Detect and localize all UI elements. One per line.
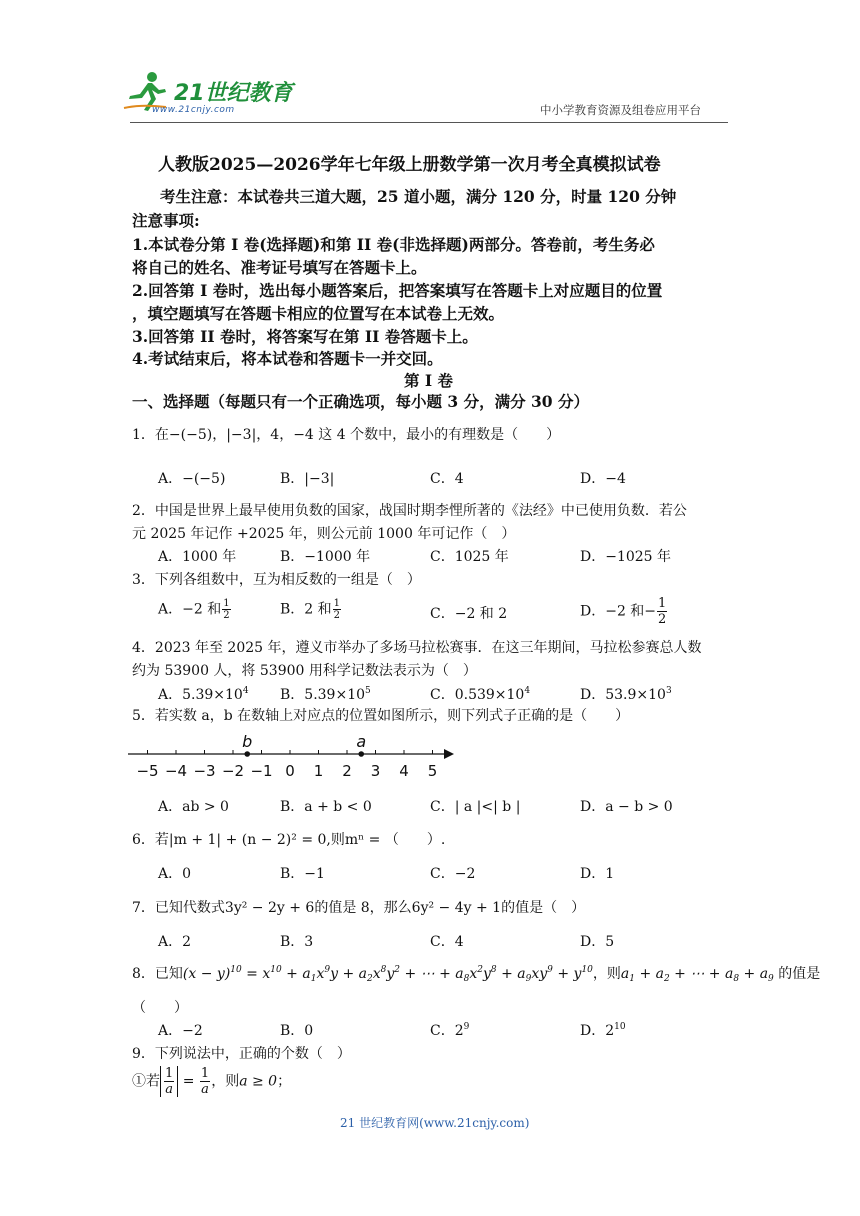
fraction bbox=[222, 598, 230, 621]
option-text: B．5.39×10 bbox=[280, 687, 366, 703]
question-2: 2．中国是世界上最早使用负数的国家，战国时期李悝所著的《法经》中已使用负数．若公 bbox=[132, 503, 687, 519]
q8-option-b bbox=[280, 1020, 313, 1040]
fraction bbox=[333, 598, 341, 621]
tick-label: −1 bbox=[250, 762, 273, 780]
q7-option-d: D．5 bbox=[580, 934, 615, 950]
note-line: 1.本试卷分第 I 卷(选择题)和第 II 卷(非选择题)两部分。答卷前，考生务必 bbox=[132, 235, 655, 254]
option-text: C．2 bbox=[430, 1023, 464, 1039]
fraction bbox=[164, 1066, 174, 1097]
question-7: 7．已知代数式3y² − 2y + 6的值是 8，那么6y² − 4y + 1的值是（ ） bbox=[132, 900, 586, 916]
question-5: 5．若实数 a，b 在数轴上对应点的位置如图所示，则下列式子正确的是（ ） bbox=[132, 708, 630, 724]
exponent: 5 bbox=[365, 686, 371, 696]
q3-option-b bbox=[280, 598, 342, 621]
denominator: 2 bbox=[658, 612, 667, 627]
q1-option-a: A．−(−5) bbox=[158, 471, 226, 487]
q7-option-b: B．3 bbox=[280, 934, 314, 950]
q6-option-c: C．−2 bbox=[430, 866, 476, 882]
logo-text: 21世纪教育 bbox=[174, 81, 293, 106]
tick-label: 5 bbox=[427, 762, 438, 780]
q1-option-d: D．−4 bbox=[580, 471, 626, 487]
header-platform-text: 中小学教育资源及组卷应用平台 bbox=[540, 103, 701, 117]
tick-label: 0 bbox=[285, 762, 295, 780]
header-divider bbox=[130, 122, 728, 123]
denominator: 2 bbox=[333, 610, 341, 621]
q6-option-b: B．−1 bbox=[280, 866, 325, 882]
q5-option-b: B．a + b < 0 bbox=[280, 799, 372, 815]
page-title: 人教版2025—2026学年七年级上册数学第一次月考全真模拟试卷 bbox=[158, 155, 661, 175]
option-text: A．−2 bbox=[158, 1023, 203, 1039]
numerator: 1 bbox=[200, 1066, 210, 1081]
denominator: a bbox=[201, 1082, 209, 1097]
note-line: 3.回答第 II 卷时，将答案写在第 II 卷答题卡上。 bbox=[132, 327, 478, 346]
notes-heading: 注意事项: bbox=[132, 211, 200, 230]
tick-label: −3 bbox=[193, 762, 216, 780]
notice-line: 考生注意：本试卷共三道大题，25 道小题，满分 120 分，时量 120 分钟 bbox=[160, 187, 677, 206]
q4-option-d bbox=[580, 684, 672, 704]
q1-sep: ， bbox=[212, 427, 227, 443]
q5-option-a: A．ab > 0 bbox=[158, 799, 229, 815]
q1-stem: ，4，−4 这 4 个数中，最小的有理数是（ ） bbox=[256, 427, 561, 443]
question-9: 9．下列说法中，正确的个数（ ） bbox=[132, 1046, 351, 1062]
tick-label: −2 bbox=[221, 762, 245, 780]
option-text: A．5.39×10 bbox=[158, 687, 243, 703]
denominator: a bbox=[165, 1082, 174, 1097]
exponent: 3 bbox=[665, 686, 672, 696]
q8-stem: ，则 bbox=[592, 966, 621, 982]
note-line: 将自己的姓名、准考证号填写在答题卡上。 bbox=[132, 258, 427, 277]
q4-option-c bbox=[430, 684, 530, 704]
q3-option-a bbox=[158, 598, 232, 621]
q9-condition: a ≥ 0 bbox=[239, 1073, 278, 1090]
numerator: 1 bbox=[658, 596, 667, 611]
numerator: 1 bbox=[165, 1066, 174, 1081]
option-text: B．0 bbox=[280, 1023, 314, 1039]
footer-link[interactable]: 21 世纪教育网(www.21cnjy.com) bbox=[340, 1116, 530, 1130]
fraction bbox=[657, 596, 667, 627]
q1-expr: −(−5) bbox=[168, 427, 213, 443]
q1-expr: |−3| bbox=[226, 427, 257, 443]
point-label: b bbox=[242, 732, 253, 751]
q5-option-d: D．a − b > 0 bbox=[580, 799, 673, 815]
question-6: 6．若|m + 1| + (n − 2)² = 0,则mⁿ = （ ）. bbox=[132, 832, 446, 848]
denominator: 2 bbox=[223, 610, 230, 621]
arrow-right-icon bbox=[444, 749, 454, 759]
point-b bbox=[244, 751, 250, 757]
tick-label: 1 bbox=[313, 762, 324, 780]
q6-option-d: D．1 bbox=[580, 866, 615, 882]
option-text: C．0.539×10 bbox=[430, 687, 525, 703]
exponent: 4 bbox=[524, 686, 531, 696]
q2-option-d: D．−1025 年 bbox=[580, 549, 672, 565]
q2-option-b: B．−1000 年 bbox=[280, 549, 371, 565]
tick-label: 2 bbox=[342, 762, 352, 780]
q7-option-a: A．2 bbox=[158, 934, 192, 950]
option-text: B．2 和 bbox=[280, 601, 332, 618]
q9-item-text: ，则 bbox=[211, 1073, 240, 1090]
question-3: 3．下列各组数中，互为相反数的一组是（ ） bbox=[132, 572, 421, 588]
exponent: 10 bbox=[614, 1022, 626, 1032]
q3-option-d bbox=[580, 596, 668, 627]
q4-option-b bbox=[280, 684, 371, 704]
q1-option-b: B．|−3| bbox=[280, 471, 335, 487]
q8-paren: （ ） bbox=[132, 1000, 188, 1016]
question-8 bbox=[132, 963, 820, 983]
q1-option-c: C．4 bbox=[430, 471, 464, 487]
logo-url: www.21cnjy.com bbox=[152, 105, 235, 115]
q9-item-text: ①若 bbox=[132, 1073, 160, 1090]
numerator: 1 bbox=[223, 598, 230, 609]
note-line: ，填空题填写在答题卡相应的位置写在本试卷上无效。 bbox=[132, 304, 505, 323]
tick-label: 3 bbox=[370, 762, 381, 780]
question-1 bbox=[132, 424, 560, 444]
tick-label: 4 bbox=[399, 762, 409, 780]
q2-option-a: A．1000 年 bbox=[158, 549, 237, 565]
question-4-cont: 约为 53900 人，将 53900 用科学记数法表示为（ ） bbox=[132, 663, 477, 679]
note-line: 4.考试结束后，将本试卷和答题卡一并交回。 bbox=[132, 349, 443, 368]
q8-equation: $(x - y)^{10} = x^{10} + a_1x^9y + a_2x^8y^2$ + ⋯ + $a_8x^2y^8 + a_9xy^9 + y^{10}$ bbox=[182, 965, 593, 984]
q4-option-a bbox=[158, 684, 249, 704]
q9-item-text: ； bbox=[277, 1073, 292, 1090]
q6-option-a: A．0 bbox=[158, 866, 192, 882]
q1-stem: 1．在 bbox=[132, 427, 169, 443]
volume-label: 第 I 卷 bbox=[404, 371, 454, 390]
numerator: 1 bbox=[333, 598, 341, 609]
number-line bbox=[126, 730, 456, 782]
q5-option-c: C．| a |<| b | bbox=[430, 799, 521, 815]
logo bbox=[122, 70, 292, 118]
tick-label: −4 bbox=[164, 762, 188, 780]
note-line: 2.回答第 I 卷时，选出每小题答案后，把答案填写在答题卡上对应题目的位置 bbox=[132, 281, 663, 300]
q7-option-c: C．4 bbox=[430, 934, 464, 950]
q2-option-c: C．1025 年 bbox=[430, 549, 509, 565]
point-a bbox=[358, 751, 364, 757]
question-4: 4．2023 年至 2025 年，遵义市举办了多场马拉松赛事．在这三年期间，马拉松参赛总人数 bbox=[132, 640, 702, 656]
q8-stem: 8．已知 bbox=[132, 966, 183, 982]
exponent: 4 bbox=[242, 686, 249, 696]
option-text: A．−2 和 bbox=[158, 601, 222, 618]
abs-fraction bbox=[160, 1066, 178, 1097]
q3-option-c: C．−2 和 2 bbox=[430, 606, 508, 622]
question-2-cont: 元 2025 年记作 +2025 年，则公元前 1000 年可记作（ ） bbox=[132, 526, 516, 542]
option-text: D．53.9×10 bbox=[580, 687, 666, 703]
tick-label: −5 bbox=[136, 762, 159, 780]
q8-option-d bbox=[580, 1020, 626, 1040]
point-label: a bbox=[356, 732, 367, 751]
exponent: 9 bbox=[463, 1022, 470, 1032]
section-heading: 一、选择题（每题只有一个正确选项，每小题 3 分，满分 30 分） bbox=[132, 392, 589, 411]
option-text: D．−2 和− bbox=[580, 603, 657, 620]
q8-option-c bbox=[430, 1020, 469, 1040]
q8-sum: $a_1 + a_2$ + ⋯ + $a_8 + a_9$ bbox=[620, 966, 774, 984]
q9-item-1: ①若 $\frac{1}{a}$ = $\frac{1}{a}$ ，则a ≥ 0； bbox=[132, 1066, 292, 1097]
q8-stem: 的值是 bbox=[773, 966, 821, 982]
option-text: D．2 bbox=[580, 1023, 615, 1039]
fraction bbox=[200, 1066, 210, 1097]
q8-option-a bbox=[158, 1020, 203, 1040]
